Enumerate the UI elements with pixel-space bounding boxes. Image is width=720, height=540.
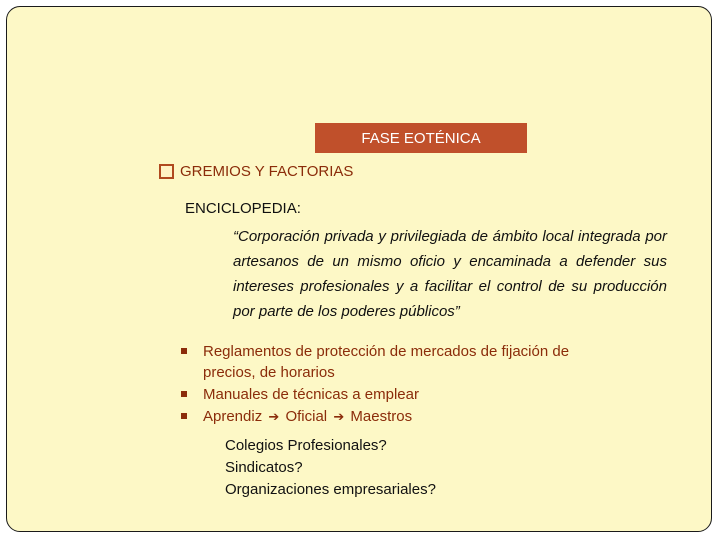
bullet-text: Reglamentos de protección de mercados de fijación de precios, de horarios — [203, 343, 570, 381]
slide — [6, 6, 712, 532]
title-box — [315, 123, 527, 153]
square-bullet-icon — [181, 413, 187, 419]
bullet-word-aprendiz: Aprendiz — [203, 408, 263, 425]
title-text: FASE EOTÉNICA — [361, 129, 481, 147]
square-bullet-icon — [181, 391, 187, 397]
square-bullet-icon — [181, 348, 187, 354]
subheading: ENCICLOPEDIA: — [185, 200, 301, 217]
list-item — [181, 384, 621, 405]
definition-quote: “Corporación privada y privilegiada de ámbito local integrada por artesanos de un mismo oficio y encaminada a defender sus intereses profesionales y a facilitar el control de su producción por parte de los poderes públicos” — [233, 228, 667, 320]
section-heading-text: GREMIOS Y FACTORIAS — [180, 162, 354, 180]
section-heading — [159, 160, 353, 182]
questions-block — [225, 435, 436, 501]
bullet-word-maestros: Maestros — [350, 408, 413, 425]
right-arrow-icon: ➔ — [268, 409, 280, 424]
question-line: Sindicatos? — [225, 459, 303, 476]
question-line: Organizaciones empresariales? — [225, 481, 436, 498]
bullet-list — [181, 341, 621, 428]
question-line: Colegios Profesionales? — [225, 437, 387, 454]
bullet-text: Manuales de técnicas a emplear — [203, 386, 419, 403]
list-item — [181, 406, 621, 427]
bullet-word-oficial: Oficial — [285, 408, 328, 425]
right-arrow-icon: ➔ — [333, 409, 345, 424]
list-item — [181, 341, 621, 383]
checkbox-icon — [159, 164, 174, 179]
